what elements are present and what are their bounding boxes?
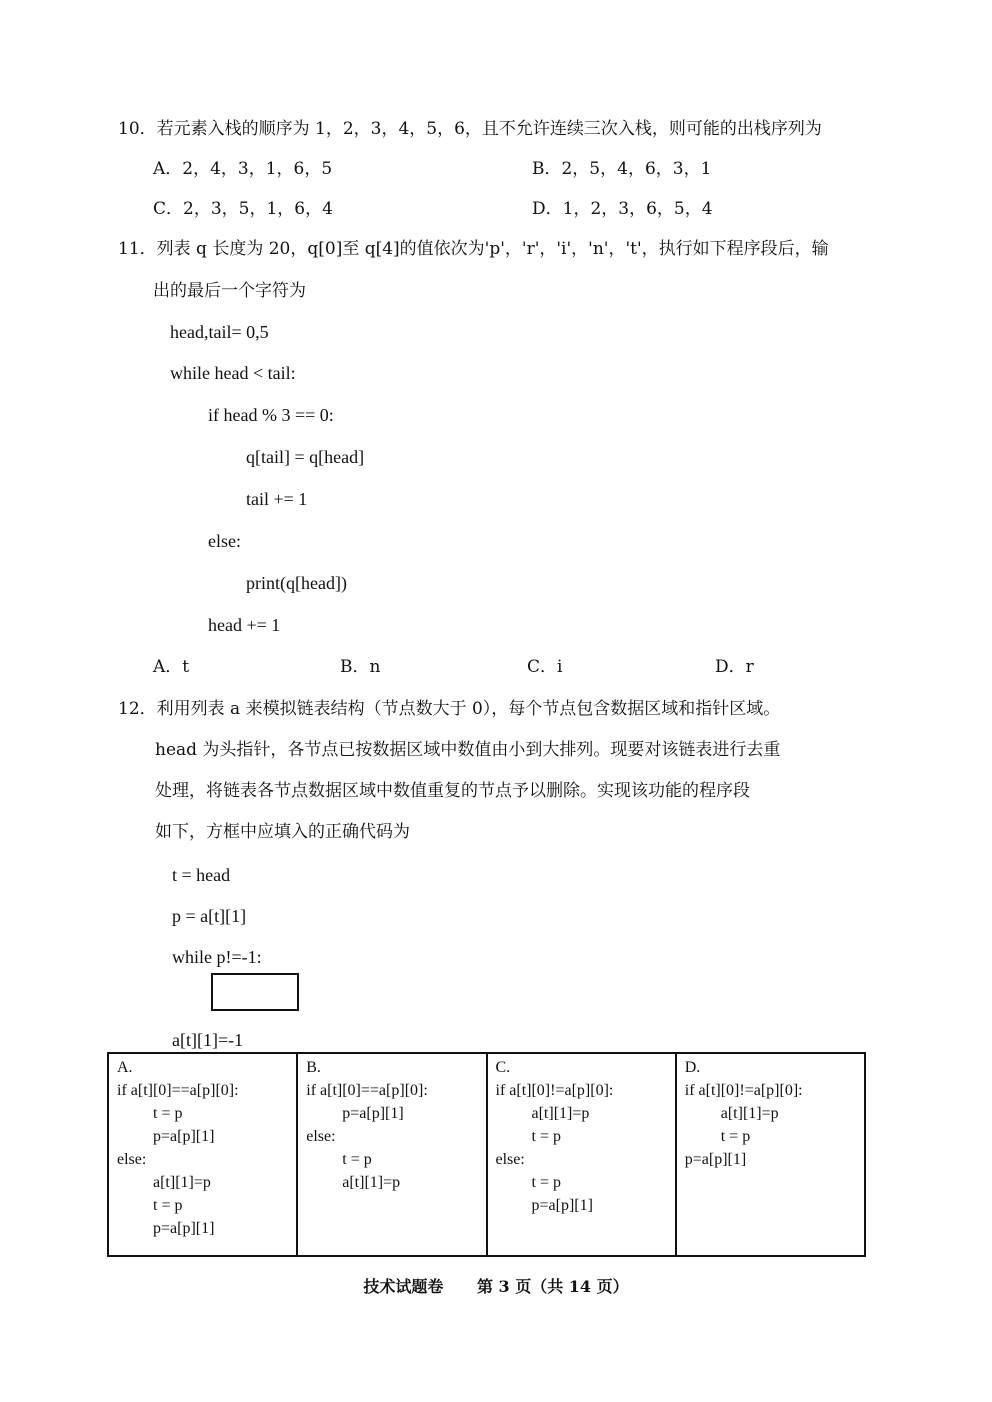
choice-code-line: t = p [153,1105,183,1122]
q11-option-d: D．r [715,657,754,677]
footer-title: 技术试题卷 [363,1277,444,1296]
q10-option-c: C．2，3，5，1，6，4 [153,199,333,219]
choice-code-line: if a[t][0]!=a[p][0]: [495,1082,614,1099]
choice-label: C. [495,1059,511,1076]
q11-code-line: head,tail= 0,5 [170,322,269,342]
q11-code-line: else: [208,531,241,551]
choice-code-line: t = p [720,1128,751,1145]
answer-blank-box [211,973,299,1011]
q12-code-line: p = a[t][1] [172,906,247,926]
q12-code-line: t = head [172,865,231,885]
choice-code-line: t = p [153,1197,183,1214]
q11-code-line: tail += 1 [246,489,308,509]
choice-code-line: if a[t][0]!=a[p][0]: [684,1082,803,1099]
choice-code-line: p=a[p][1] [342,1105,404,1122]
choice-label: D. [684,1059,701,1076]
q11-code-line: head += 1 [208,615,281,635]
choice-code-line: a[t][1]=p [153,1174,211,1191]
choice-code-line: t = p [531,1174,561,1191]
q12-choice-a [108,1053,297,1256]
choice-code-line: p=a[p][1] [531,1197,593,1214]
q11-code-line: if head % 3 == 0: [208,405,334,425]
page-footer [0,1274,992,1297]
q11-option-c: C．i [527,657,563,677]
q12-code-line: a[t][1]=-1 [172,1030,244,1050]
q12-stem-line2: head 为头指针，各节点已按数据区域中数值由小到大排列。现要对该链表进行去重 [155,740,781,760]
q12-choice-b [297,1053,486,1256]
q10-stem: 10．若元素入栈的顺序为 1，2，3，4，5，6，且不允许连续三次入栈，则可能的出栈序列为 [118,119,822,139]
footer-page-number: 第 3 页（共 14 页） [476,1277,629,1296]
choice-code-line: p=a[p][1] [153,1220,215,1237]
q11-stem-line1: 11．列表 q 长度为 20，q[0]至 q[4]的值依次为'p'，'r'，'i'，'n'，'t'，执行如下程序段后，输 [118,239,829,259]
q12-stem-line3: 处理，将链表各节点数据区域中数值重复的节点予以删除。实现该功能的程序段 [155,781,750,801]
choice-code-line: if a[t][0]==a[p][0]: [306,1082,428,1099]
q12-choice-c [487,1053,676,1256]
choice-code-line: if a[t][0]==a[p][0]: [117,1082,239,1099]
q12-code-line: while p!=-1: [172,947,262,967]
choice-code-line: a[t][1]=p [720,1105,779,1122]
choice-code-line: t = p [342,1151,372,1168]
q10-option-a: A．2，4，3，1，6，5 [153,159,333,179]
q12-stem-line1: 12．利用列表 a 来模拟链表结构（节点数大于 0），每个节点包含数据区域和指针区域。 [118,699,781,719]
q12-choices-table [107,1052,866,1257]
choice-code-line: else: [306,1128,336,1145]
choice-code-line: a[t][1]=p [342,1174,401,1191]
choice-code-line: a[t][1]=p [531,1105,590,1122]
q11-code-line: print(q[head]) [246,573,347,593]
q10-option-d: D．1，2，3，6，5，4 [532,199,713,219]
q11-option-b: B．n [340,657,381,677]
choice-code-line: p=a[p][1] [153,1128,215,1145]
choice-code-line: else: [495,1151,525,1168]
choice-label: A. [117,1059,133,1076]
q11-stem-line2: 出的最后一个字符为 [153,281,306,301]
choice-code-line: p=a[p][1] [684,1151,747,1168]
q12-stem-line4: 如下，方框中应填入的正确代码为 [155,822,410,842]
choice-label: B. [306,1059,321,1076]
q10-option-b: B．2，5，4，6，3，1 [532,159,712,179]
choice-code-line: else: [117,1151,147,1168]
q11-code-line: while head < tail: [170,363,296,383]
q11-option-a: A．t [153,657,190,677]
choice-code-line: t = p [531,1128,561,1145]
q12-choice-d [676,1053,865,1256]
q11-code-line: q[tail] = q[head] [246,447,365,467]
